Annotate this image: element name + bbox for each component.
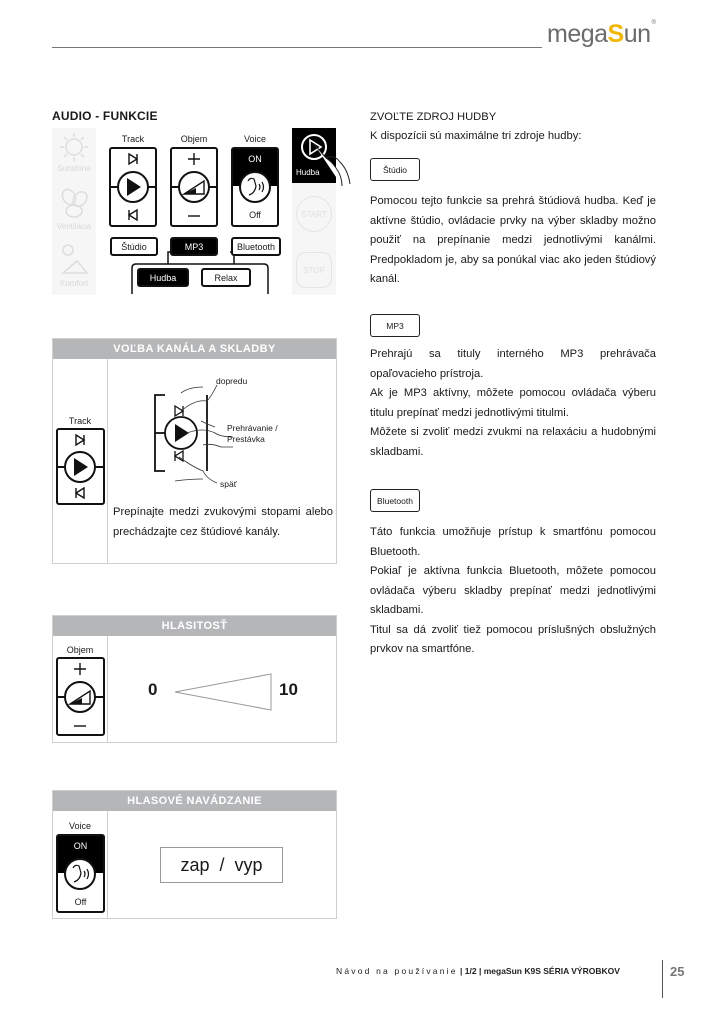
prev-track-icon [129, 210, 137, 220]
volume-control-graphic [172, 149, 216, 225]
relax-sub-button[interactable]: Relax [201, 268, 251, 287]
bluetooth-button[interactable]: Bluetooth [231, 237, 281, 256]
hand-back-icon [175, 457, 217, 483]
callout-play-pause-1: Prehrávanie / [227, 423, 278, 433]
next-track-icon [129, 154, 137, 164]
track-table-label: Track [68, 416, 92, 426]
footer-text: Návod na používanie | 1/2 | megaSun K9S SÉRIA VÝROBKOV [336, 966, 620, 976]
mp3-button[interactable]: MP3 [170, 237, 218, 256]
volume-min: 0 [148, 680, 158, 699]
volume-wedge [173, 672, 273, 712]
studio-button[interactable]: Štúdio [110, 237, 158, 256]
header-rule [52, 47, 542, 48]
bluetooth-description: Táto funkcia umožňuje prístup k smartfónu pomocou Bluetooth. Pokiaľ je aktívna funkcia Bluetooth, môžete pomocou ovládača výberu skladby prepínať medzi jednotlivými skladbami. Titul sa dá zvoliť tiež pomocou príslušných obslužných prvkov na smartfóne. [370, 526, 656, 655]
ghost-right-column [292, 128, 336, 295]
volume-table-control-graphic [58, 659, 103, 734]
ghost-left-column [52, 128, 96, 295]
volume-table-control [56, 657, 105, 736]
mp3-source-label: MP3 [370, 314, 420, 337]
music-source-intro: K dispozícii sú maximálne tri zdroje hudby: [370, 130, 582, 142]
track-table-control [56, 428, 105, 505]
voice-label: Voice [243, 134, 267, 144]
volume-label: Objem [180, 134, 208, 144]
stop-button-ghost: STOP [296, 252, 332, 288]
voice-control[interactable]: ON Off [231, 147, 279, 227]
megasun-logo: megaSun® [547, 20, 656, 48]
volume-max: 10 [279, 680, 298, 699]
fan-icon [59, 188, 89, 220]
track-control[interactable] [109, 147, 157, 227]
voice-table-header: HLASOVÉ NAVÁDZANIE [53, 791, 336, 811]
studio-description: Pomocou tejto funkcie sa prehrá štúdiová hudba. Keď je aktívne štúdio, ovládacie prvky na výber skladby možno použiť na prepínanie medzi jednotlivými kanálmi. Predpokladom je, aby sa ponúkal viac ako jeden štúdiový kanál. [370, 195, 656, 285]
pointing-hand-icon [312, 142, 360, 188]
section-title: AUDIO - FUNKCIE [52, 109, 158, 123]
volume-table-header: HLASITOSŤ [53, 616, 336, 636]
mp3-description: Prehrajú sa tituly interného MP3 prehrávača opaľovacieho prístroja. Ak je MP3 aktívny, môžete pomocou ovládača výberu titulu prepínať medzi jednotlivými titulmi. Môžete si zvoliť medzi zvukmi na relaxáciu a hudobnými skladbami. [370, 348, 656, 458]
plus-icon [188, 153, 200, 165]
callout-play-pause-2: Prestávka [227, 434, 265, 444]
page-number: 25 [670, 964, 685, 979]
volume-table [52, 615, 337, 743]
callout-forward: dopredu [216, 376, 248, 386]
track-description: Prepínajte medzi zvukovými stopami alebo prechádzajte cez štúdiové kanály. [113, 506, 333, 538]
voice-table [52, 790, 337, 919]
track-control-graphic [111, 149, 155, 225]
footer-divider [662, 960, 663, 998]
hudba-sub-button[interactable]: Hudba [137, 268, 189, 287]
voice-table-control: ON Off [56, 834, 105, 913]
recline-icon [59, 243, 89, 277]
callout-back: späť [220, 479, 237, 489]
hand-forward-icon [181, 385, 217, 411]
track-table [52, 338, 337, 564]
start-button-ghost: START [296, 196, 332, 232]
volume-table-label: Objem [66, 645, 94, 655]
track-table-header: VOĽBA KANÁLA A SKLADBY [53, 339, 336, 359]
track-table-control-graphic [58, 430, 103, 503]
sun-icon [59, 132, 89, 162]
studio-source-label: Štúdio [370, 158, 420, 181]
ghost-item-comfort: Komfort [52, 243, 96, 288]
ghost-item-sunshine: Sunshine [52, 132, 96, 173]
ghost-item-ventilation: Ventilácia [52, 188, 96, 231]
music-source-heading: ZVOĽTE ZDROJ HUDBY [370, 111, 497, 123]
hudba-button[interactable]: Hudba [292, 128, 336, 183]
voice-table-label: Voice [68, 821, 92, 831]
bluetooth-source-label: Bluetooth [370, 489, 420, 512]
track-label: Track [121, 134, 145, 144]
volume-control[interactable] [170, 147, 218, 227]
voice-value-box: zap / vyp [160, 847, 283, 883]
